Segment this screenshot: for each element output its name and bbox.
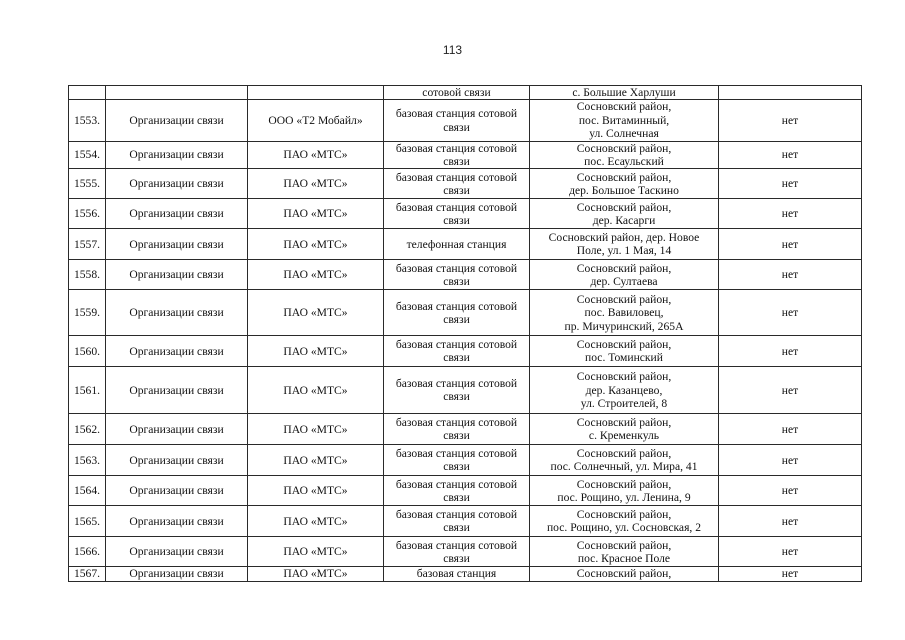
object-type-cell: базовая станция сотовой связи: [384, 290, 530, 336]
address-line: Поле, ул. 1 Мая, 14: [576, 244, 672, 258]
address-line: Сосновский район,: [576, 200, 672, 214]
address-line: Сосновский район,: [576, 447, 672, 461]
address-cell: [530, 506, 719, 537]
address-line: с. Кременкуль: [588, 429, 660, 443]
address-line: пос. Солнечный, ул. Мира, 41: [550, 460, 698, 474]
organization-cell: ПАО «МТС»: [248, 199, 384, 229]
object-type-cell: базовая станция сотовой связи: [384, 260, 530, 290]
row-number: 1564.: [69, 476, 106, 506]
object-type-cell: базовая станция сотовой связи: [384, 199, 530, 229]
address-line: Сосновский район,: [576, 100, 672, 114]
address-cell: [530, 141, 719, 169]
row-number: 1561.: [69, 367, 106, 414]
table-row: [69, 260, 862, 290]
row-number: 1566.: [69, 537, 106, 567]
address-line: пос. Красное Поле: [577, 551, 671, 565]
category-cell: Организации связи: [106, 445, 248, 476]
address-line: Сосновский район,: [576, 170, 672, 184]
object-type-cell: базовая станция сотовой связи: [384, 141, 530, 169]
row-number: 1559.: [69, 290, 106, 336]
table-body: [69, 86, 862, 582]
table-row: [69, 169, 862, 199]
address-line: пр. Мичуринский, 265А: [564, 319, 684, 333]
row-number: 1563.: [69, 445, 106, 476]
table-row: [69, 414, 862, 445]
organization-cell: ПАО «МТС»: [248, 537, 384, 567]
status-cell: нет: [719, 290, 862, 336]
address-line: пос. Есаульский: [584, 155, 664, 169]
category-cell: Организации связи: [106, 336, 248, 367]
address-line: пос. Томинский: [585, 351, 663, 365]
table-row: [69, 476, 862, 506]
row-number: 1553.: [69, 100, 106, 141]
table-row: [69, 290, 862, 336]
category-cell: Организации связи: [106, 199, 248, 229]
row-number: 1555.: [69, 169, 106, 199]
organization-cell: ПАО «МТС»: [248, 567, 384, 581]
status-cell: нет: [719, 367, 862, 414]
organization-cell: ПАО «МТС»: [248, 229, 384, 260]
address-cell: [530, 537, 719, 567]
object-type-cell: телефонная станция: [384, 229, 530, 260]
category-cell: Организации связи: [106, 537, 248, 567]
table-row: [69, 506, 862, 537]
address-cell: [530, 229, 719, 260]
status-cell: нет: [719, 445, 862, 476]
table-row: [69, 367, 862, 414]
object-type-cell: базовая станция сотовой связи: [384, 336, 530, 367]
address-line: Сосновский район,: [576, 141, 672, 155]
table-row: [69, 229, 862, 260]
table-row: [69, 141, 862, 169]
row-number: 1567.: [69, 567, 106, 581]
registry-table: [68, 85, 862, 582]
status-cell: [719, 86, 862, 100]
address-cell: [530, 476, 719, 506]
address-cell: [530, 260, 719, 290]
page-number: 113: [442, 43, 463, 57]
address-line: дер. Султаева: [590, 274, 658, 288]
object-type-cell: базовая станция: [384, 567, 530, 581]
category-cell: Организации связи: [106, 476, 248, 506]
address-line: Сосновский район,: [576, 370, 672, 384]
organization-cell: ПАО «МТС»: [248, 290, 384, 336]
address-line: Сосновский район,: [576, 538, 672, 552]
table-row: [69, 445, 862, 476]
status-cell: нет: [719, 199, 862, 229]
category-cell: Организации связи: [106, 169, 248, 199]
organization-cell: ПАО «МТС»: [248, 506, 384, 537]
category-cell: Организации связи: [106, 100, 248, 141]
address-line: Сосновский район,: [576, 292, 672, 306]
status-cell: нет: [719, 336, 862, 367]
address-line: дер. Касарги: [592, 213, 656, 227]
continuation-row: [69, 86, 862, 100]
status-cell: нет: [719, 537, 862, 567]
address-line: ул. Строителей, 8: [580, 397, 668, 411]
address-line: дер. Большое Таскино: [569, 183, 679, 197]
organization-cell: ПАО «МТС»: [248, 367, 384, 414]
address-cell: [530, 367, 719, 414]
address-line: дер. Казанцево,: [585, 383, 663, 397]
table-row: [69, 567, 862, 581]
address-line: пос. Вавиловец,: [584, 306, 664, 320]
status-cell: нет: [719, 229, 862, 260]
category-cell: Организации связи: [106, 367, 248, 414]
address-line: Сосновский район,: [576, 338, 672, 352]
row-number: 1558.: [69, 260, 106, 290]
status-cell: нет: [719, 476, 862, 506]
category-cell: Организации связи: [106, 141, 248, 169]
status-cell: нет: [719, 260, 862, 290]
address-line: ул. Солнечная: [589, 127, 659, 141]
organization-cell: [248, 86, 384, 100]
status-cell: нет: [719, 506, 862, 537]
address-line: пос. Рощино, ул. Ленина, 9: [557, 490, 691, 504]
address-line: Сосновский район,: [576, 477, 672, 491]
status-cell: нет: [719, 141, 862, 169]
address-cell: [530, 567, 719, 581]
object-type-cell: базовая станция сотовой связи: [384, 506, 530, 537]
row-number: 1554.: [69, 141, 106, 169]
row-number: 1565.: [69, 506, 106, 537]
address-cell: [530, 199, 719, 229]
object-type-cell: сотовой связи: [384, 86, 530, 100]
category-cell: Организации связи: [106, 290, 248, 336]
row-number: 1560.: [69, 336, 106, 367]
table-row: [69, 199, 862, 229]
address-cell: [530, 290, 719, 336]
row-number: 1557.: [69, 229, 106, 260]
object-type-cell: базовая станция сотовой связи: [384, 445, 530, 476]
address-cell: [530, 86, 719, 100]
address-cell: [530, 336, 719, 367]
organization-cell: ПАО «МТС»: [248, 141, 384, 169]
row-number: 1556.: [69, 199, 106, 229]
address-cell: [530, 169, 719, 199]
object-type-cell: базовая станция сотовой связи: [384, 367, 530, 414]
row-number: 1562.: [69, 414, 106, 445]
organization-cell: ПАО «МТС»: [248, 414, 384, 445]
address-line: с. Большие Харлуши: [572, 86, 676, 99]
address-cell: [530, 100, 719, 141]
category-cell: Организации связи: [106, 567, 248, 581]
status-cell: нет: [719, 169, 862, 199]
status-cell: нет: [719, 414, 862, 445]
organization-cell: ПАО «МТС»: [248, 336, 384, 367]
status-cell: нет: [719, 567, 862, 581]
address-line: Сосновский район,: [576, 416, 672, 430]
organization-cell: ПАО «МТС»: [248, 169, 384, 199]
address-line: пос. Рощино, ул. Сосновская, 2: [546, 521, 702, 535]
status-cell: нет: [719, 100, 862, 141]
address-line: пос. Витаминный,: [578, 113, 670, 127]
category-cell: Организации связи: [106, 506, 248, 537]
category-cell: [106, 86, 248, 100]
object-type-cell: базовая станция сотовой связи: [384, 537, 530, 567]
address-line: Сосновский район,: [576, 261, 672, 275]
address-line: Сосновский район,: [576, 567, 672, 581]
category-cell: Организации связи: [106, 414, 248, 445]
organization-cell: ПАО «МТС»: [248, 260, 384, 290]
table-row: [69, 336, 862, 367]
category-cell: Организации связи: [106, 229, 248, 260]
object-type-cell: базовая станция сотовой связи: [384, 414, 530, 445]
object-type-cell: базовая станция сотовой связи: [384, 100, 530, 141]
address-line: Сосновский район, дер. Новое: [548, 231, 700, 245]
address-cell: [530, 445, 719, 476]
object-type-cell: базовая станция сотовой связи: [384, 476, 530, 506]
table-row: [69, 537, 862, 567]
address-cell: [530, 414, 719, 445]
organization-cell: ООО «Т2 Мобайл»: [248, 100, 384, 141]
category-cell: Организации связи: [106, 260, 248, 290]
object-type-cell: базовая станция сотовой связи: [384, 169, 530, 199]
row-number: [69, 86, 106, 100]
address-line: Сосновский район,: [576, 508, 672, 522]
table-row: [69, 100, 862, 141]
organization-cell: ПАО «МТС»: [248, 445, 384, 476]
organization-cell: ПАО «МТС»: [248, 476, 384, 506]
